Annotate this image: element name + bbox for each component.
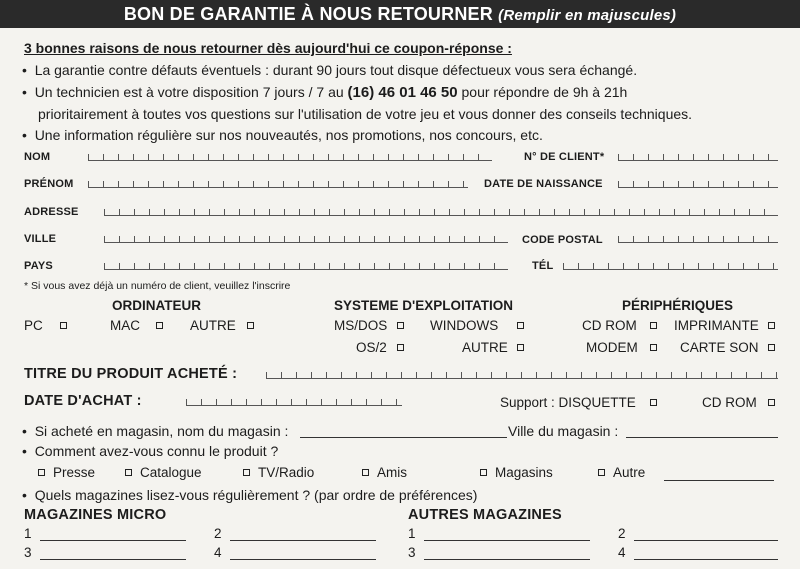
- form-title: [0, 0, 800, 28]
- connu-autre-checkbox[interactable]: [598, 469, 605, 476]
- magasin-ville-label: Ville du magasin :: [508, 423, 619, 439]
- reason-item-3: • Une information régulière sur nos nouveautés, nos promotions, nos concours, etc.: [22, 127, 543, 143]
- option-msdos-checkbox[interactable]: [397, 322, 404, 329]
- connu-presse-label: Presse: [53, 465, 96, 480]
- option-autre-os-label: AUTRE: [462, 340, 508, 355]
- systeme-heading: SYSTEME D'EXPLOITATION: [334, 298, 513, 313]
- connu-presse-checkbox[interactable]: [38, 469, 45, 476]
- option-autre-os-checkbox[interactable]: [517, 344, 524, 351]
- option-mac-label: MAC: [110, 318, 140, 333]
- label-adresse: ADRESSE: [24, 206, 79, 218]
- support-phone: (16) 46 01 46 50: [347, 84, 458, 101]
- ordinateur-heading: ORDINATEUR: [112, 298, 201, 313]
- date-achat-label: DATE D'ACHAT :: [24, 393, 142, 409]
- connu-autre-label: Autre: [613, 465, 646, 480]
- micro-4-number: 4: [214, 545, 222, 560]
- support-cdrom-label: CD ROM: [702, 395, 757, 410]
- option-carte-son-checkbox[interactable]: [768, 344, 775, 351]
- reason-item-1: • La garantie contre défauts éventuels : durant 90 jours tout disque défectueux vous sera échangé.: [22, 62, 638, 78]
- magasin-nom-input[interactable]: [300, 436, 507, 438]
- option-os2-checkbox[interactable]: [397, 344, 404, 351]
- option-windows-label: WINDOWS: [430, 318, 499, 333]
- label-naissance: DATE DE NAISSANCE: [484, 178, 603, 190]
- reasons-heading: 3 bonnes raisons de nous retourner dès aujourd'hui ce coupon-réponse :: [24, 40, 512, 56]
- option-os2-label: OS/2: [356, 340, 387, 355]
- connu-catalogue-checkbox[interactable]: [125, 469, 132, 476]
- label-client: N° DE CLIENT*: [524, 151, 605, 163]
- option-pc-label: PC: [24, 318, 43, 333]
- client-footnote: * Si vous avez déjà un numéro de client, veuillez l'inscrire: [24, 280, 291, 292]
- option-modem-label: MODEM: [586, 340, 638, 355]
- micro-4-input[interactable]: [230, 558, 376, 560]
- micro-2-input[interactable]: [230, 539, 376, 541]
- autres-1-input[interactable]: [424, 539, 590, 541]
- client-number-input[interactable]: [618, 150, 778, 161]
- date-achat-input[interactable]: [186, 395, 402, 406]
- naissance-input[interactable]: [618, 177, 778, 188]
- micro-1-number: 1: [24, 526, 32, 541]
- option-cdrom-label: CD ROM: [582, 318, 637, 333]
- option-imprimante-checkbox[interactable]: [768, 322, 775, 329]
- autres-2-number: 2: [618, 526, 626, 541]
- option-carte-son-label: CARTE SON: [680, 340, 759, 355]
- label-nom: NOM: [24, 151, 51, 163]
- ville-input[interactable]: [104, 232, 508, 243]
- autres-3-number: 3: [408, 545, 416, 560]
- label-ville: VILLE: [24, 233, 57, 245]
- micro-2-number: 2: [214, 526, 222, 541]
- pays-input[interactable]: [104, 259, 508, 270]
- reason-item-2: • Un technicien est à votre disposition 7 jours / 7 au (16) 46 01 46 50 pour répondre de 9h à 21h: [22, 84, 628, 101]
- autres-2-input[interactable]: [634, 539, 778, 541]
- autres-1-number: 1: [408, 526, 416, 541]
- magazines-question: • Quels magazines lisez-vous régulièrement ? (par ordre de préférences): [22, 487, 478, 503]
- autres-magazines-heading: AUTRES MAGAZINES: [408, 507, 562, 523]
- option-autre-checkbox[interactable]: [247, 322, 254, 329]
- connu-amis-label: Amis: [377, 465, 407, 480]
- support-disquette-checkbox[interactable]: [650, 399, 657, 406]
- connu-tvradio-label: TV/Radio: [258, 465, 315, 480]
- peripheriques-heading: PÉRIPHÉRIQUES: [622, 298, 734, 313]
- adresse-input[interactable]: [104, 205, 778, 216]
- autres-4-input[interactable]: [634, 558, 778, 560]
- code-postal-input[interactable]: [618, 232, 778, 243]
- option-modem-checkbox[interactable]: [650, 344, 657, 351]
- label-code-postal: CODE POSTAL: [522, 234, 603, 246]
- option-msdos-label: MS/DOS: [334, 318, 388, 333]
- option-cdrom-checkbox[interactable]: [650, 322, 657, 329]
- option-windows-checkbox[interactable]: [517, 322, 524, 329]
- label-pays: PAYS: [24, 260, 53, 272]
- connu-amis-checkbox[interactable]: [362, 469, 369, 476]
- autres-3-input[interactable]: [424, 558, 590, 560]
- prenom-input[interactable]: [88, 177, 468, 188]
- micro-3-number: 3: [24, 545, 32, 560]
- magazines-micro-heading: MAGAZINES MICRO: [24, 507, 167, 523]
- autres-4-number: 4: [618, 545, 626, 560]
- titre-produit-input[interactable]: [266, 368, 778, 379]
- label-prenom: PRÉNOM: [24, 178, 74, 190]
- form-title-sub: (Remplir en majuscules): [498, 7, 677, 24]
- nom-input[interactable]: [88, 150, 492, 161]
- support-cdrom-checkbox[interactable]: [768, 399, 775, 406]
- magasin-ville-input[interactable]: [626, 436, 778, 438]
- micro-3-input[interactable]: [40, 558, 186, 560]
- connu-question: • Comment avez-vous connu le produit ?: [22, 443, 279, 459]
- micro-1-input[interactable]: [40, 539, 186, 541]
- tel-input[interactable]: [563, 259, 778, 270]
- connu-magasins-checkbox[interactable]: [480, 469, 487, 476]
- support-disquette-label: Support : DISQUETTE: [500, 395, 636, 410]
- option-autre-label: AUTRE: [190, 318, 236, 333]
- connu-autre-input[interactable]: [664, 479, 774, 481]
- option-pc-checkbox[interactable]: [60, 322, 67, 329]
- connu-magasins-label: Magasins: [495, 465, 553, 480]
- form-title-main: BON DE GARANTIE À NOUS RETOURNER: [123, 4, 493, 24]
- magasin-question: • Si acheté en magasin, nom du magasin :: [22, 423, 289, 439]
- reason-item-2-cont: prioritairement à toutes vos questions sur l'utilisation de votre jeu et vous donner des conseils techniques.: [38, 106, 693, 122]
- connu-tvradio-checkbox[interactable]: [243, 469, 250, 476]
- titre-produit-label: TITRE DU PRODUIT ACHETÉ :: [24, 366, 238, 382]
- option-mac-checkbox[interactable]: [156, 322, 163, 329]
- option-imprimante-label: IMPRIMANTE: [674, 318, 759, 333]
- label-tel: TÉL: [532, 260, 554, 272]
- connu-catalogue-label: Catalogue: [140, 465, 202, 480]
